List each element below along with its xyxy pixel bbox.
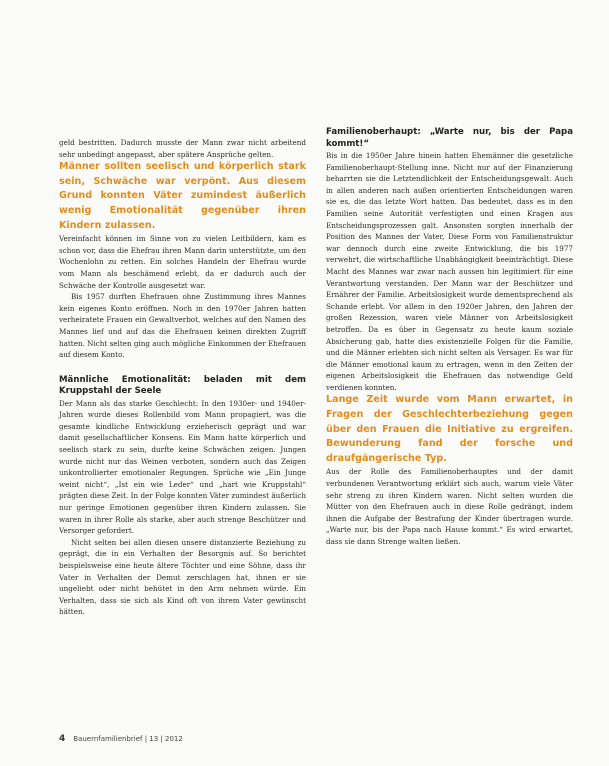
publication-name: Bauernfamilienbrief | 13 | 2012 bbox=[73, 735, 183, 743]
body-paragraph: Der Mann als das starke Geschlecht: In den 1930er- und 1940er-Jahren wurde dieses Rollenbild vom Mann propagiert, was die gesamte kindliche Entwicklung erzieherisch geprägt und war damit gesellschaftlicher Konsens. Ein Mann hatte körperlich und seelisch stark zu sein, durfte keine Schwächen zeigen. Jungen wurde nicht nur das Weinen verboten, sondern auch das Zeigen unkontrollierter emotionaler Regungen. Sprüche wie „Ein Junge weint nicht“, „Ist ein wie Leder“ und „hart wie Kruppstahl“ prägten diese Zeit. In der Folge konnten Väter zumindest äußerlich nur geringe Emotionen gegenüber ihren Kindern zulassen. Sie waren in ihrer Rolle als starke, aber auch strenge Beschützer und Versorger gefordert. bbox=[59, 398, 306, 536]
body-paragraph: Vereinfacht können im Sinne von zu vielen Leitbildern, kam es schon vor, dass die Ehefrau ihren Mann darin unterstützte, um den Wochenlohn zu retten. Ein solches Handeln der Ehefrau wurde vom Mann als beschämend erlebt, da er dadurch auch der Schwäche der Kontrolle ausgesetzt war. bbox=[59, 234, 306, 290]
section-heading-family-head: Familienoberhaupt: „Warte nur, bis der Papa kommt!“ bbox=[326, 127, 573, 149]
left-column bbox=[59, 137, 306, 618]
page-number: 4 bbox=[59, 734, 66, 744]
page-footer bbox=[59, 734, 183, 744]
body-paragraph: Aus der Rolle des Familienoberhauptes und der damit verbundenen Verantwortung erklärt sich auch, warum viele Väter sehr streng zu ihren Kindern waren. Nicht selten wurden die Mütter von den Ehefrauen auch in diese Rolle gedrängt, indem ihnen die Aufgabe der Bestrafung der Kinder übertragen wurde. „Warte nur, bis der Papa nach Hause kommt.“ Es wird erwartet, dass sie dann Strenge walten ließen. bbox=[326, 467, 573, 546]
body-paragraph: Nicht selten bei allen diesen unsere distanzierte Beziehung zu geprägt, die in ein Verhalten der Besorgnis auf. So berichtet beispielsweise eine heute ältere Töchter und eine Söhne, dass ihr Vater in Verhalten der Demut zerschlagen hat, ihnen er sie ungeliebt oder nicht behütet in den Arm nehmen würde. Ein Verhalten, dass sie sich als Kind oft von ihrem Vater gewünscht hätten. bbox=[59, 537, 306, 617]
body-paragraph: Bis 1957 durften Ehefrauen ohne Zustimmung ihres Mannes kein eigenes Konto eröffnen. Noch in den 1970er Jahren hatten verheiratete Frauen ein Gewaltverbot, welches auf den Namen des Mannes lief und auf das die Ehefrauen keinen direkten Zugriff hatten. Nicht selten ging auch mögliche Einkommen der Ehefrauen auf diesem Konto. bbox=[59, 292, 306, 360]
body-paragraph: Bis in die 1950er Jahre hinein hatten Ehemänner die gesetzliche Familienoberhaupt-Stellung inne. Nicht nur auf der Finanzierung beharrten sie die Letztendlichkeit der Entscheidungsgewalt. Auch in allen anderen nach außen orientierten Entscheidungen waren sie es, die das letzte Wort hatten. Das bedeutet, dass es in den Familien seine Autorität verfestigten und einen Kragen aus Entscheidungsprozessen galt. Ansonsten sorgten innerhalb der Position des Mannes der Vater, Diese Form von Familienstruktur war dennoch durch eine zweite Entwicklung, die bis 1977 verwehrt, die wirtschaftliche Unabhängigkeit beeinträchtigt. Diese Macht des Mannes war zwar nach aussen hin legitimiert für eine Verantwortung verstanden. Der Mann war der Beschützer und Ernährer der Familie. Arbeitslosigkeit wurde dementsprechend als Schande erlebt. Vor allem in den 1920er Jahren, den Jahren der großen Rezession, waren viele Männer von Arbeitslosigkeit betroffen. Da es über in Gegensatz zu heute kaum soziale Absicherung gab, hatte dies existenzielle Folgen für die Familie, und die Männer erlebten sich nicht selten als Versager. Es war für die Männer emotional kaum zu ertragen, wenn in den Zeiten der eigenen Arbeitslosigkeit die Ehefrauen das notwendige Geld verdienen konnten. bbox=[326, 151, 573, 392]
right-column bbox=[326, 127, 573, 548]
pull-quote-right: Lange Zeit wurde vom Mann erwartet, in Fragen der Geschlechterbeziehung gegen über den Frauen die Initiative zu ergreifen. Bewunderung fand der forsche und draufgängerische Typ. bbox=[326, 394, 573, 464]
pull-quote-left: Männer sollten seelisch und körperlich stark sein, Schwäche war verpönt. Aus diesem Grund konnten Väter zumindest äußerlich wenig Emotionalität gegenüber ihren Kindern zulassen. bbox=[59, 161, 306, 231]
section-heading-emotionality: Männliche Emotionalität: beladen mit dem Kruppstahl der Seele bbox=[59, 374, 306, 397]
intro-paragraph: geld bestritten. Dadurch musste der Mann zwar nicht arbeitend sehr unbedingt angepasst, aber spätere Ansprüche gelten. bbox=[59, 138, 306, 159]
